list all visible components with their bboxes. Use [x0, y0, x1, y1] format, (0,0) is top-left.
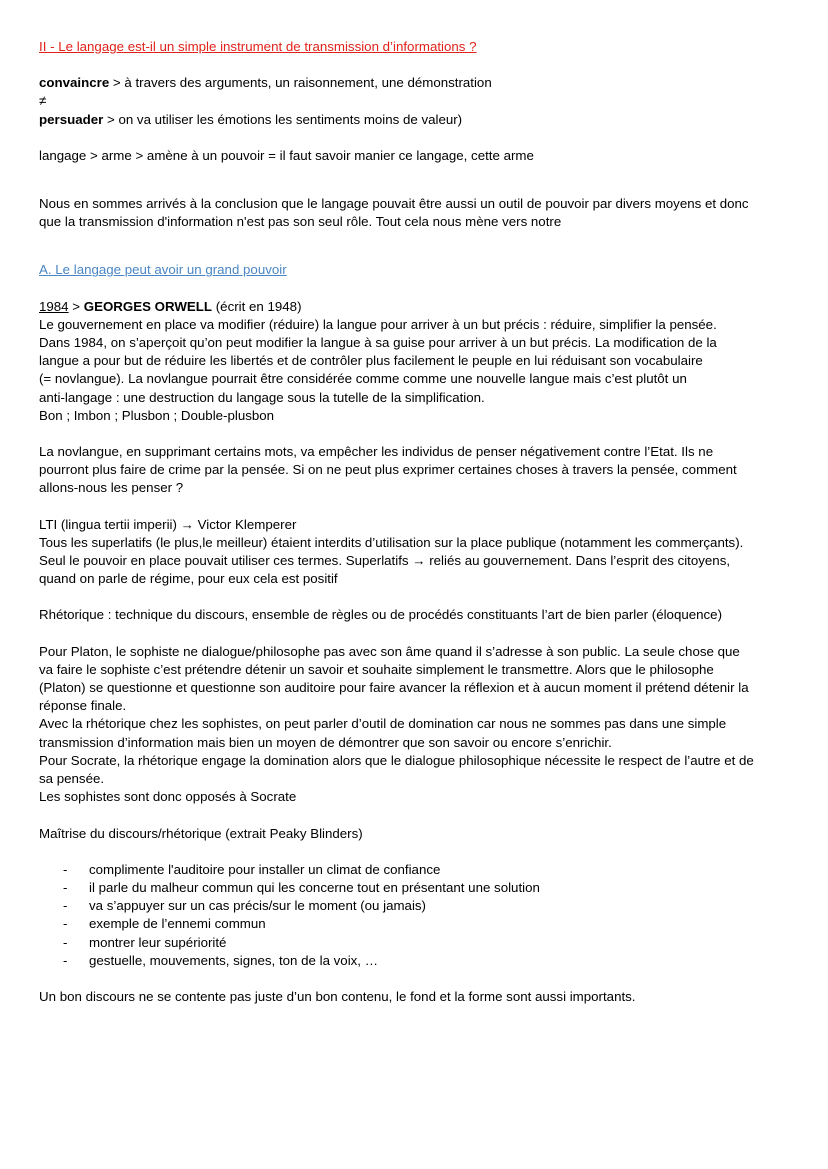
not-equal-symbol: ≠: [39, 93, 47, 109]
platon-paragraph: [39, 643, 799, 807]
list-item: [63, 879, 799, 897]
list-item: [63, 915, 799, 933]
paragraph-line: Dans 1984, on s’aperçoit qu’on peut modifier la langue à sa guise pour arriver à un but précis. La modification de la: [39, 335, 717, 351]
paragraph-line: Bon ; Imbon ; Plusbon ; Double-plusbon: [39, 407, 275, 423]
convaincre-line: [39, 74, 799, 92]
list-item: [63, 952, 799, 970]
orwell-paragraph: [39, 298, 799, 425]
paragraph-line: sa pensée.: [39, 771, 105, 787]
dash-bullet: -: [63, 916, 68, 932]
paragraph-line: va faire le sophiste c’est prétendre détenir un savoir et souhaite simplement le transmettre. Alors que le philosophe: [39, 661, 714, 677]
paragraph-line: pourront plus faire de crime par la pensée. Si on ne peut plus exprimer certaines choses à travers la pensée, comment: [39, 462, 737, 478]
persuader-term: persuader: [39, 111, 104, 127]
dash-bullet: -: [63, 952, 68, 968]
paragraph-line: Les sophistes sont donc opposés à Socrate: [39, 789, 297, 805]
list-item-text: gestuelle, mouvements, signes, ton de la voix, …: [89, 952, 378, 968]
conclusion-paragraph: [39, 195, 799, 231]
paragraph-line: Avec la rhétorique chez les sophistes, on peut parler d’outil de domination car nous ne sommes pas dans une simple: [39, 716, 727, 732]
author-name: GEORGES ORWELL: [83, 298, 213, 314]
paragraph-line: Seul le pouvoir en place pouvait utiliser ces termes. Superlatifs → reliés au gouvernement. Dans l’esprit des citoyens,: [39, 553, 731, 569]
paragraph-line: allons-nous les penser ?: [39, 480, 184, 496]
dash-bullet: -: [63, 879, 68, 895]
document-page: [39, 38, 799, 1006]
paragraph-line: (Platon) se questionne et questionne son auditoire pour faire avancer la réflexion et à aucun moment il prétend détenir la: [39, 680, 749, 696]
paragraph-line: langue a pour but de réduire les libertés et de contrôler plus facilement le peuple en lui réduisant son vocabulaire: [39, 353, 703, 369]
dash-bullet: -: [63, 861, 68, 877]
list-item-text: montrer leur supériorité: [89, 934, 227, 950]
lti-paragraph: [39, 516, 799, 589]
paragraph-line: (= novlangue). La novlangue pourrait être considérée comme comme une nouvelle langue mais c’est plutôt un: [39, 371, 687, 387]
list-item: [63, 934, 799, 952]
list-item-text: exemple de l’ennemi commun: [89, 916, 266, 932]
list-item: [63, 897, 799, 915]
paragraph-line: Pour Platon, le sophiste ne dialogue/philosophe pas avec son âme quand il s’adresse à son public. La seule chose que: [39, 643, 740, 659]
list-item-text: va s’appuyer sur un cas précis/sur le moment (ou jamais): [89, 898, 426, 914]
dash-bullet: -: [63, 934, 68, 950]
rhetorique-definition: Rhétorique : technique du discours, ensemble de règles ou de procédés constituants l’art de bien parler (éloquence): [39, 607, 722, 623]
book-year: 1984: [39, 298, 69, 314]
list-item: [63, 861, 799, 879]
paragraph-line: que la transmission d'information n'est pas son seul rôle. Tout cela nous mène vers notre: [39, 214, 562, 230]
paragraph-line: Tous les superlatifs (le plus,le meilleur) étaient interdits d’utilisation sur la place publique (notamment les commerçants).: [39, 534, 744, 550]
maitrise-title: Maîtrise du discours/rhétorique (extrait Peaky Blinders): [39, 825, 363, 841]
dash-bullet: -: [63, 898, 68, 914]
paragraph-line: réponse finale.: [39, 698, 127, 714]
paragraph-line: quand on parle de régime, pour eux cela est positif: [39, 571, 338, 587]
final-sentence: Un bon discours ne se contente pas juste d’un bon contenu, le fond et la forme sont aussi importants.: [39, 988, 636, 1004]
paragraph-line: LTI (lingua tertii imperii) → Victor Klemperer: [39, 516, 297, 532]
convaincre-definition: > à travers des arguments, un raisonnement, une démonstration: [109, 75, 492, 91]
persuader-definition: > on va utiliser les émotions les sentiments moins de valeur): [103, 111, 463, 127]
section-title: II - Le langage est-il un simple instrument de transmission d’informations ?: [39, 39, 477, 54]
paragraph-line: transmission d’information mais bien un moyen de démontrer que son savoir ou encore s’enrichir.: [39, 734, 612, 750]
paragraph-line: Pour Socrate, la rhétorique engage la domination alors que le dialogue philosophique nécessite le respect de l’autre et de: [39, 752, 754, 768]
langage-line: langage > arme > amène à un pouvoir = il faut savoir manier ce langage, cette arme: [39, 147, 534, 163]
arrow-separator: >: [68, 298, 84, 314]
convaincre-term: convaincre: [39, 75, 110, 91]
paragraph-line: Nous en sommes arrivés à la conclusion que le langage pouvait être aussi un outil de pouvoir par divers moyens et donc: [39, 196, 749, 212]
subsection-title: A. Le langage peut avoir un grand pouvoir: [39, 262, 287, 278]
list-item-text: complimente l'auditoire pour installer un climat de confiance: [89, 861, 441, 877]
list-item-text: il parle du malheur commun qui les concerne tout en présentant une solution: [89, 879, 540, 895]
written-date: (écrit en 1948): [212, 298, 302, 314]
persuader-line: [39, 111, 799, 129]
orwell-heading: [39, 298, 799, 316]
techniques-list: [39, 861, 799, 970]
novlangue-paragraph: [39, 443, 799, 498]
paragraph-line: Le gouvernement en place va modifier (réduire) la langue pour arriver à un but précis : réduire, simplifier la pensée.: [39, 316, 717, 332]
paragraph-line: anti-langage : une destruction du langage sous la tutelle de la simplification.: [39, 389, 485, 405]
paragraph-line: La novlangue, en supprimant certains mots, va empêcher les individus de penser négativement contre l’Etat. Ils ne: [39, 444, 714, 460]
